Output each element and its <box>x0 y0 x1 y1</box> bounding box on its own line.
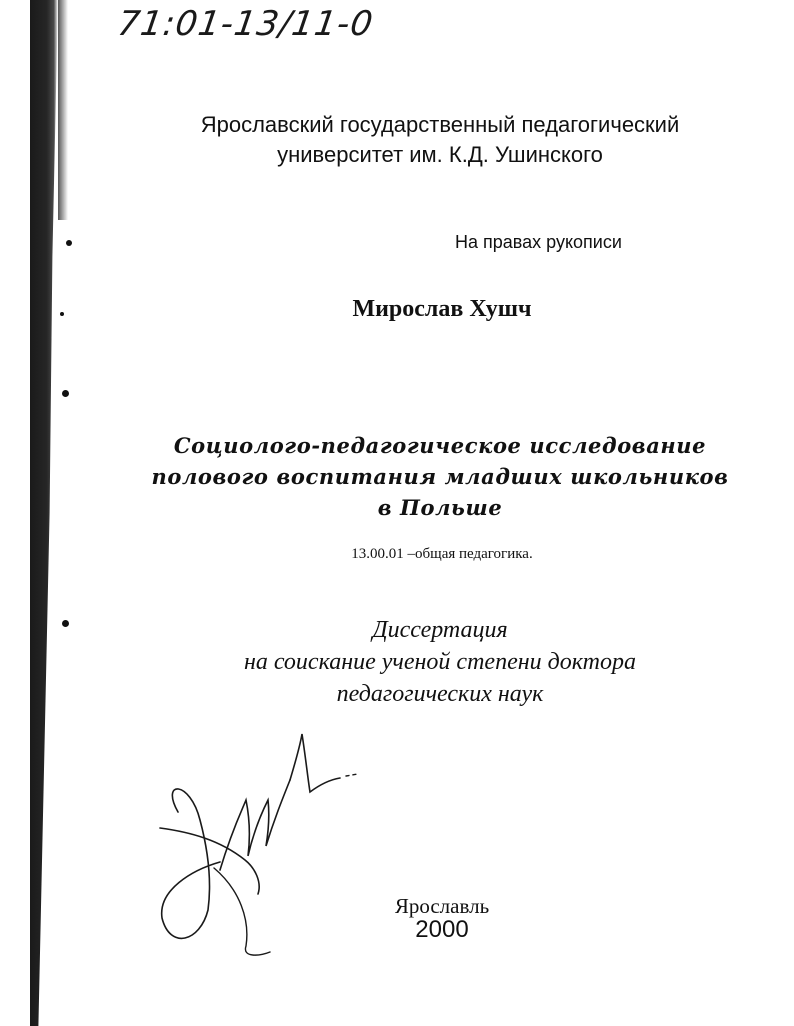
dissertation-title <box>140 430 740 523</box>
degree-line-1: Диссертация <box>372 617 508 643</box>
title-line-2: полового воспитания младших школьников <box>151 464 729 489</box>
degree-line-3: педагогических наук <box>336 681 544 707</box>
scan-speck <box>62 390 69 397</box>
author-name: Мирослав Хушч <box>352 296 532 322</box>
university-name <box>150 110 730 170</box>
rights-note: На правах рукописи <box>455 232 622 252</box>
specialty-code: 13.00.01 –общая педагогика. <box>351 546 533 562</box>
scan-speck <box>66 240 72 246</box>
year: 2000 <box>415 916 469 943</box>
title-line-3: в Польше <box>377 495 503 520</box>
city: Ярославль <box>394 894 490 918</box>
scan-shadow-fade <box>58 0 68 220</box>
university-line-1: Ярославский государственный педагогический <box>200 112 680 137</box>
university-line-2: университет им. К.Д. Ушинского <box>277 142 603 167</box>
scan-speck <box>62 620 69 627</box>
archive-code: 71:01-13/11-0 <box>115 4 376 44</box>
degree-line-2: на соискание ученой степени доктора <box>243 649 637 675</box>
degree-statement <box>200 614 680 710</box>
title-line-1: Социолого-педагогическое исследование <box>173 433 707 458</box>
scan-shadow-edge <box>30 0 58 1026</box>
